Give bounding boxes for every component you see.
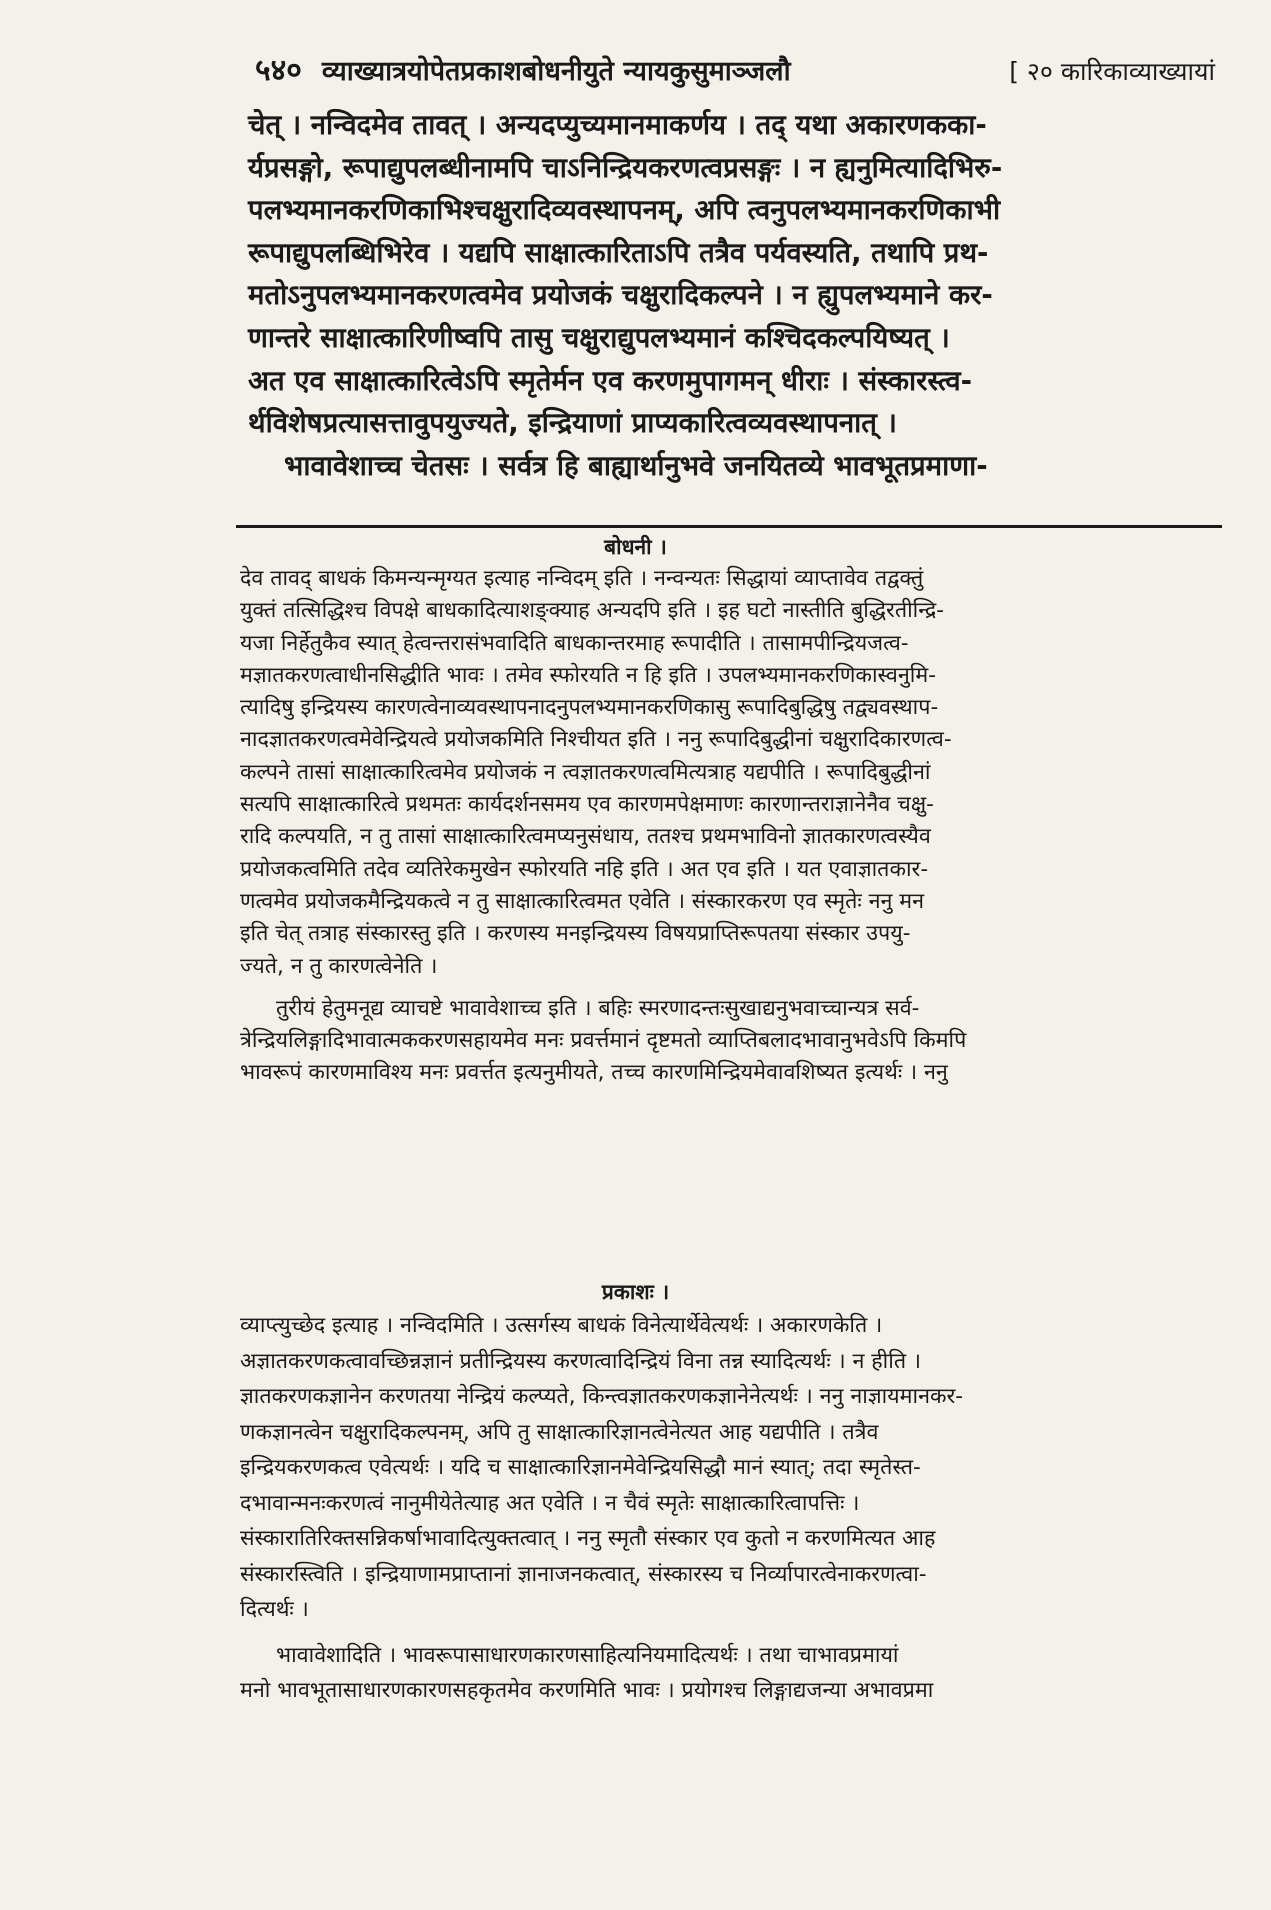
bodhani-line: कल्पने तासां साक्षात्कारित्वमेव प्रयोजकं न त्वज्ञातकरणत्वमित्यत्राह यद्यपीति । रूपादिबुद्धीनां xyxy=(240,759,931,785)
prakasha-line: दभावान्मनःकरणत्वं नानुमीयेतेत्याह अत एवेति । न चैवं स्मृतेः साक्षात्कारित्वापत्तिः । xyxy=(240,1490,860,1516)
bodhani-line: भावरूपं कारणमाविश्य मनः प्रवर्त्तत इत्यनुमीयते, तच्च कारणमिन्द्रियमेवावशिष्यत इत्यर्थः । ननु xyxy=(240,1060,948,1086)
section-label: [ २० कारिकाव्याख्यायां xyxy=(1009,57,1215,86)
bodhani-line: नादज्ञातकरणत्वमेवेन्द्रियत्वे प्रयोजकमिति निश्चीयत इति । ननु रूपादिबुद्धीनां चक्षुरादिकारणत्व- xyxy=(240,727,952,753)
mula-line: णान्तरे साक्षात्कारिणीष्वपि तासु चक्षुराद्युपलभ्यमानं कश्चिदकल्पयिष्यत् । xyxy=(248,321,950,354)
mula-line: भावावेशाच्च चेतसः । सर्वत्र हि बाह्यार्थानुभवे जनयितव्ये भावभूतप्रमाणा- xyxy=(284,449,988,482)
prakasha-line: दित्यर्थः । xyxy=(240,1597,309,1622)
paragraph-gap xyxy=(240,983,1215,993)
page-header xyxy=(255,48,1215,94)
page-number: ५४० xyxy=(255,53,302,88)
bodhani-line: ज्यते, न तु कारणत्वेनेति । xyxy=(240,953,438,979)
bodhani-heading: बोधनी । xyxy=(604,535,667,559)
bodhani-line: यजा निर्हेतुकैव स्यात् हेत्वन्तरासंभवादिति बाधकान्तरमाह रूपादीति । तासामपीन्द्रियजत्व- xyxy=(240,630,909,656)
mula-line: अत एव साक्षात्कारित्वेऽपि स्मृतेर्मन एव करणमुपागमन् धीराः । संस्कारस्त्व- xyxy=(248,364,973,397)
prakasha-line: संस्कारस्त्विति । इन्द्रियाणामप्राप्तानां ज्ञानाजनकत्वात्, संस्कारस्य च निर्व्यापारत्वेनाकरणत्वा- xyxy=(240,1561,927,1587)
mula-text xyxy=(248,104,1208,487)
paragraph-gap xyxy=(240,1628,1215,1638)
bodhani-line: युक्तं तत्सिद्धिश्च विपक्षे बाधकादित्याशङ्क्याह अन्यदपि इति । इह घटो नास्तीति बुद्धिरतीन्द्रि- xyxy=(240,598,945,624)
mula-line: चेत् । नन्विदमेव तावत् । अन्यदप्युच्यमानमाकर्णय । तद् यथा अकारणकका- xyxy=(248,109,987,141)
bodhani-line: त्यादिषु इन्द्रियस्य कारणत्वेनाव्यवस्थापनादनुपलभ्यमानकरणिकासु रूपादिबुद्धिषु तद्व्यवस्थाप- xyxy=(240,695,939,721)
bodhani-line: प्रयोजकत्वमिति तदेव व्यतिरेकमुखेन स्फोरयति नहि इति । अत एव इति । यत एवाज्ञातकार- xyxy=(240,856,929,882)
prakasha-line: ज्ञातकरणकज्ञानेन करणतया नेन्द्रियं कल्प्यते, किन्त्वज्ञातकरणकज्ञानेनेत्यर्थः । ननु नाज्ञायमानकर- xyxy=(240,1384,964,1409)
bodhani-line: मज्ञातकरणत्वाधीनसिद्धीति भावः । तमेव स्फोरयति न हि इति । उपलभ्यमानकरणिकास्वनुमि- xyxy=(240,662,936,688)
prakasha-line: संस्कारातिरिक्तसन्निकर्षाभावादित्युक्तत्वात् । ननु स्मृतौ संस्कार एव कुतो न करणमित्यत आह xyxy=(240,1526,936,1551)
mula-line: रूपाद्युपलब्धिभिरेव । यद्यपि साक्षात्कारिताऽपि तत्रैव पर्यवस्यति, तथापि प्रथ- xyxy=(248,236,989,269)
bodhani-line: इति चेत् तत्राह संस्कारस्तु इति । करणस्य मनइन्द्रियस्य विषयप्राप्तिरूपतया संस्कार उपयु- xyxy=(240,921,911,947)
bodhani-line: तुरीयं हेतुमनूद्य व्याचष्टे भावावेशाच्च इति । बहिः स्मरणादन्तःसुखाद्यनुभवाच्चान्यत्र सर्व- xyxy=(276,995,920,1021)
bodhani-line: त्रेन्द्रियलिङ्गादिभावात्मककरणसहायमेव मनः प्रवर्त्तमानं दृष्टमतो व्याप्तिबलादभावानुभवेऽपि किमपि xyxy=(240,1028,967,1054)
bodhani-line: रादि कल्पयति, न तु तासां साक्षात्कारित्वमप्यनुसंधाय, ततश्च प्रथमभाविनो ज्ञातकारणत्वस्यैव xyxy=(240,824,931,850)
mula-line: र्यप्रसङ्गो, रूपाद्युपलब्धीनामपि चाऽनिन्द्रियकरणत्वप्रसङ्गः । न ह्यनुमित्यादिभिरु- xyxy=(248,151,1003,184)
bodhani-commentary xyxy=(240,563,1215,1090)
bodhani-line: सत्यपि साक्षात्कारित्वे प्रथमतः कार्यदर्शनसमय एव कारणमपेक्षमाणः कारणान्तराज्ञानेनैव चक्षु- xyxy=(240,792,934,818)
prakasha-line: व्याप्त्युच्छेद इत्याह । नन्विदमिति । उत्सर्गस्य बाधकं विनेत्यार्थेवेत्यर्थः । अकारणकेति । xyxy=(240,1313,883,1338)
prakasha-line: भावावेशादिति । भावरूपासाधारणकारणसाहित्यनियमादित्यर्थः । तथा चाभावप्रमायां xyxy=(276,1642,899,1668)
running-title: व्याख्यात्रयोपेतप्रकाशबोधनीयुते न्यायकुसुमाञ्जलौ xyxy=(321,56,791,87)
bodhani-line: णत्वमेव प्रयोजकमैन्द्रियकत्वे न तु साक्षात्कारित्वमत एवेति । संस्कारकरण एव स्मृतेः ननु मन xyxy=(240,888,925,914)
prakasha-line: मनो भावभूतासाधारणकारणसहकृतमेव करणमिति भावः । प्रयोगश्च लिङ्गाद्यजन्या अभावप्रमा xyxy=(240,1678,934,1703)
prakasha-line: इन्द्रियकरणकत्व एवेत्यर्थः । यदि च साक्षात्कारिज्ञानमेवेन्द्रियसिद्धौ मानं स्यात्; तदा स्मृतेस्त- xyxy=(240,1455,921,1480)
prakasha-commentary xyxy=(240,1308,1215,1709)
prakasha-line: अज्ञातकरणकत्वावच्छिन्नज्ञानं प्रतीन्द्रियस्य करणत्वादिन्द्रियं विना तन्न स्यादित्यर्थः । न हीति । xyxy=(240,1348,922,1374)
mula-line: र्थविशेषप्रत्यासत्तावुपयुज्यते, इन्द्रियाणां प्राप्यकारित्वव्यवस्थापनात् । xyxy=(248,407,897,440)
mula-line: मतोऽनुपलभ्यमानकरणत्वमेव प्रयोजकं चक्षुरादिकल्पने । न ह्युपलभ्यमाने कर- xyxy=(248,279,993,312)
prakasha-heading: प्रकाशः । xyxy=(601,1280,670,1304)
prakasha-line: णकज्ञानत्वेन चक्षुरादिकल्पनम्, अपि तु साक्षात्कारिज्ञानत्वेनेत्यत आह यद्यपीति । तत्रैव xyxy=(240,1419,879,1445)
section-divider xyxy=(236,525,1222,528)
bodhani-line: देव तावद् बाधकं किमन्यन्मृग्यत इत्याह नन्विदम् इति । नन्वन्यतः सिद्धायां व्याप्तावेव तद्वक्तुं xyxy=(240,566,924,591)
mula-line: पलभ्यमानकरणिकाभिश्चक्षुरादिव्यवस्थापनम्, अपि त्वनुपलभ्यमानकरणिकाभी xyxy=(248,194,1001,227)
